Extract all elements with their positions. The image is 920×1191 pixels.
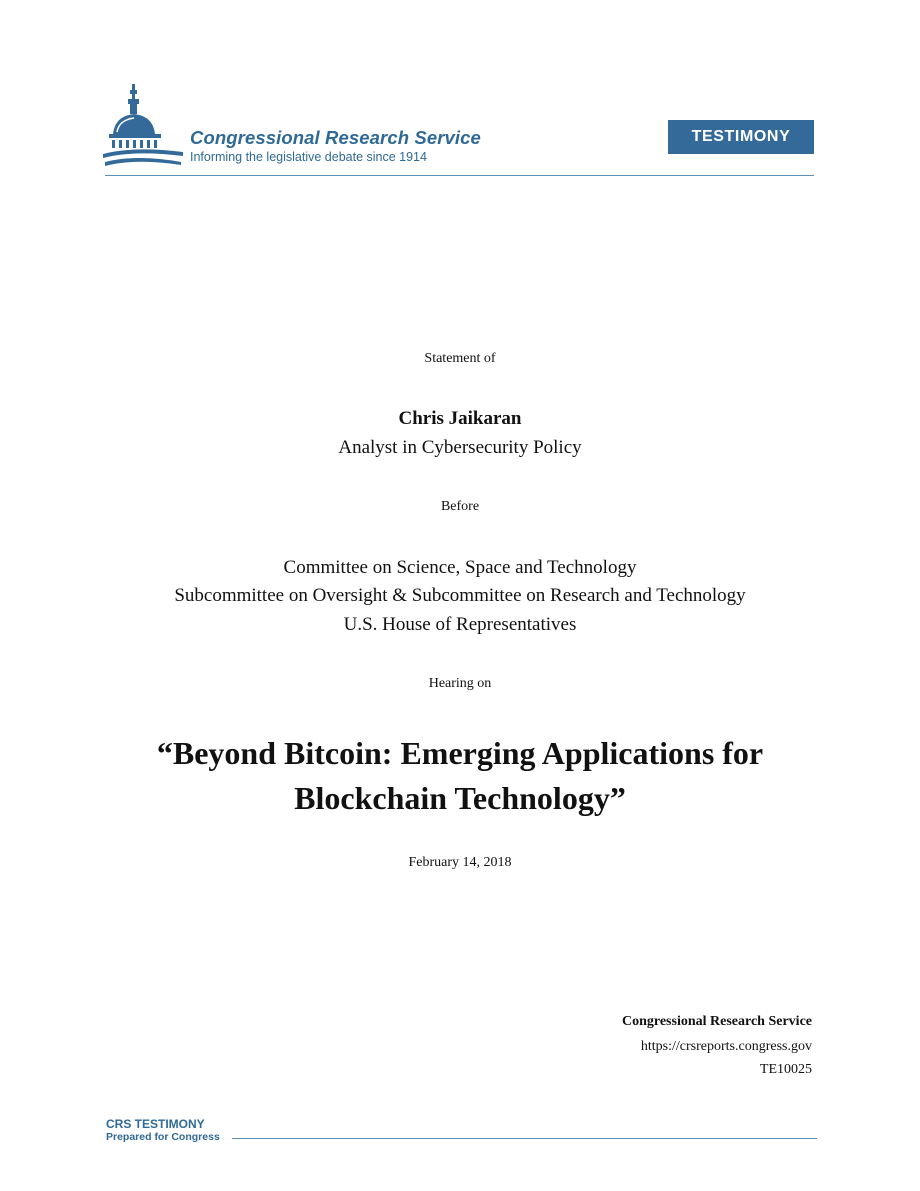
statement-of-label: Statement of	[424, 351, 496, 366]
publisher-url[interactable]: https://crsreports.congress.gov	[640, 1039, 812, 1054]
capitol-dome-icon	[103, 82, 183, 168]
publisher-name: Congressional Research Service	[621, 1014, 812, 1029]
house-line: U.S. House of Representatives	[343, 614, 577, 635]
hearing-date: February 14, 2018	[408, 855, 512, 870]
report-id: TE10025	[759, 1062, 812, 1077]
witness-title: Analyst in Cybersecurity Policy	[338, 437, 582, 458]
witness-name: Chris Jaikaran	[398, 408, 522, 429]
subcommittee-line: Subcommittee on Oversight & Subcommittee on Research and Technology	[174, 585, 746, 606]
testimony-badge: TESTIMONY	[668, 120, 814, 154]
org-name: Congressional Research Service	[190, 127, 481, 148]
committee-line: Committee on Science, Space and Technology	[283, 557, 637, 578]
org-tagline: Informing the legislative debate since 1914	[190, 150, 427, 164]
footer-crs-testimony: CRS TESTIMONY	[106, 1117, 205, 1131]
hearing-on-label: Hearing on	[428, 676, 492, 691]
hearing-title-line-1: “Beyond Bitcoin: Emerging Applications for	[156, 735, 764, 771]
footer-prepared-for-congress: Prepared for Congress	[106, 1131, 220, 1143]
before-label: Before	[440, 499, 480, 514]
footer-divider	[232, 1138, 817, 1139]
hearing-title-line-2: Blockchain Technology”	[294, 780, 626, 816]
header-divider	[105, 175, 814, 176]
